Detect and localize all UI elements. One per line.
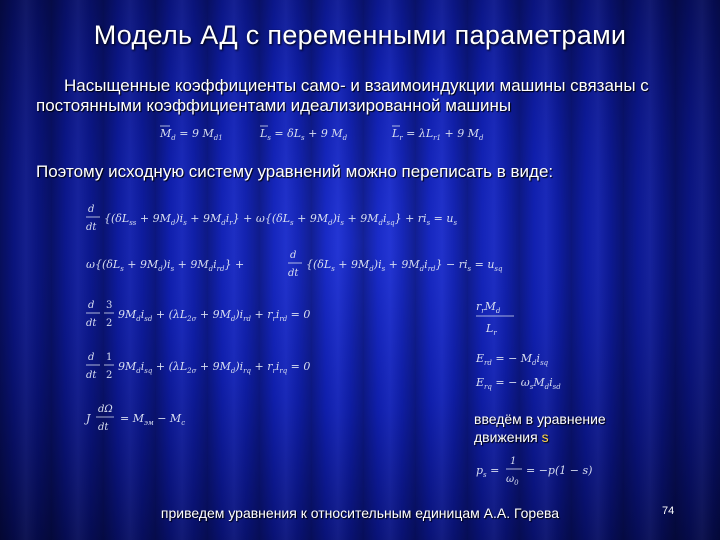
equation-2: [84, 244, 514, 286]
svg-text:Erd = − Mdisq: $E_{rd}$ = − $M_di_{sq}$: [476, 352, 549, 367]
equation-5: [84, 398, 514, 442]
equation-4: [84, 344, 514, 390]
svg-text:{(δLss + 9Md)is + 9Mdir} + ω{(: $\{(\delta L_{ss} + 9M_d)i_s + 9M_di_r\} + \omega\{(\delta L_s + 9M_d)i_s + 9M_di_{sq}\} + ri_s = u_s$: [104, 212, 458, 227]
svg-text:dt: dt: [86, 222, 97, 233]
note-motion-equation: [474, 410, 674, 446]
svg-text:d: d: [88, 300, 95, 311]
page-number: 74: [662, 505, 675, 517]
intro-text: Насыщенные коэффициенты само- и взаимоиндукции машины связаны с постоянными коэффициентами идеализированной машины: [36, 76, 649, 115]
svg-text:ω{(δLs + 9Md)is + 9Mdird} +: $\omega\{(\delta L_s + 9M_d)i_s + 9M_di_{rd}\}$ +: [86, 258, 245, 273]
intro-paragraph: [36, 76, 676, 116]
intro-inline-formulas: [156, 121, 536, 145]
svg-text:1: 1: [510, 456, 517, 467]
svg-text:ω0: $\omega_0$: [506, 474, 519, 487]
svg-text:d: d: [290, 250, 297, 261]
svg-text:d: d: [88, 204, 95, 215]
svg-text:2: 2: [106, 318, 113, 329]
side-eq-fraction: [474, 292, 534, 342]
footer-author: А.А. Горева: [483, 505, 560, 521]
svg-text:dt: dt: [86, 370, 97, 381]
lead-text: Поэтому исходную систему уравнений можно переписать в виде:: [36, 162, 554, 181]
svg-text:J: J: [86, 412, 91, 425]
svg-text:Md = 9 Md1: $M_d = 9$ $M_{d1}$: [160, 127, 223, 142]
svg-text:1: 1: [106, 352, 113, 363]
note-text-2: движения: [474, 429, 538, 445]
svg-text:Ls = δLs + 9 Md: $L_s = \delta L_s + 9$ $M_d$: [260, 127, 348, 142]
svg-text:{(δLs + 9Md)is + 9Mdird} − ris: $\{(\delta L_s + 9M_d)i_s + 9M_di_{rd}\} - ri_s = u_{sq}$: [306, 258, 503, 273]
note-text-1: введём в уравнение: [474, 411, 606, 427]
svg-text:rrMd: $r_rM_d$: [476, 300, 501, 315]
svg-text:dt: dt: [86, 318, 97, 329]
svg-text:d: d: [88, 352, 95, 363]
note-symbol: s: [541, 429, 549, 445]
svg-text:dt: dt: [98, 422, 109, 433]
side-eq-psi: [474, 346, 594, 396]
side-eq-slip: [474, 450, 593, 496]
svg-text:Lr: $L_r$: [486, 322, 497, 337]
footer-text: приведем уравнения к относительным единицам: [160, 505, 484, 521]
svg-text:9Mdisq + (λL2σ + 9Md)irq + rri: $9M_di_{sq} + (\lambda L_{2\sigma} + 9M_d)i_{rq} + r_ri_{rq} = 0$: [118, 360, 311, 375]
svg-text:3: 3: [106, 300, 113, 311]
svg-text:9Mdisd + (λL2σ + 9Md)ird + rri: $9M_di_{sd} + (\lambda L_{2\sigma} + 9M_d)i_{rd} + r_ri_{rd} = 0$: [118, 308, 311, 323]
svg-text:Lr = λLr1 + 9 Md: $L_r = \lambda L_{r1} + 9$ $M_d$: [392, 127, 484, 142]
svg-text:2: 2: [106, 370, 113, 381]
footer: [0, 505, 720, 521]
equation-3: [84, 292, 514, 338]
svg-text:Erq = − ωsMdisd: $E_{rq}$ = − $\omega_sM_di_{sd}$: [476, 376, 561, 391]
svg-text:dΩ: dΩ: [98, 404, 113, 415]
svg-text:dt: dt: [288, 268, 299, 279]
svg-text:= −p(1 − s): = −p(1 − s): [526, 464, 593, 477]
slide-title: Модель АД с переменными параметрами: [93, 20, 627, 50]
svg-text:ps =: $p_s$ =: [476, 464, 500, 479]
equation-1: [84, 198, 514, 240]
svg-text:= Mэм − Mc: = $M_{эм} - M_c$: [120, 412, 186, 427]
